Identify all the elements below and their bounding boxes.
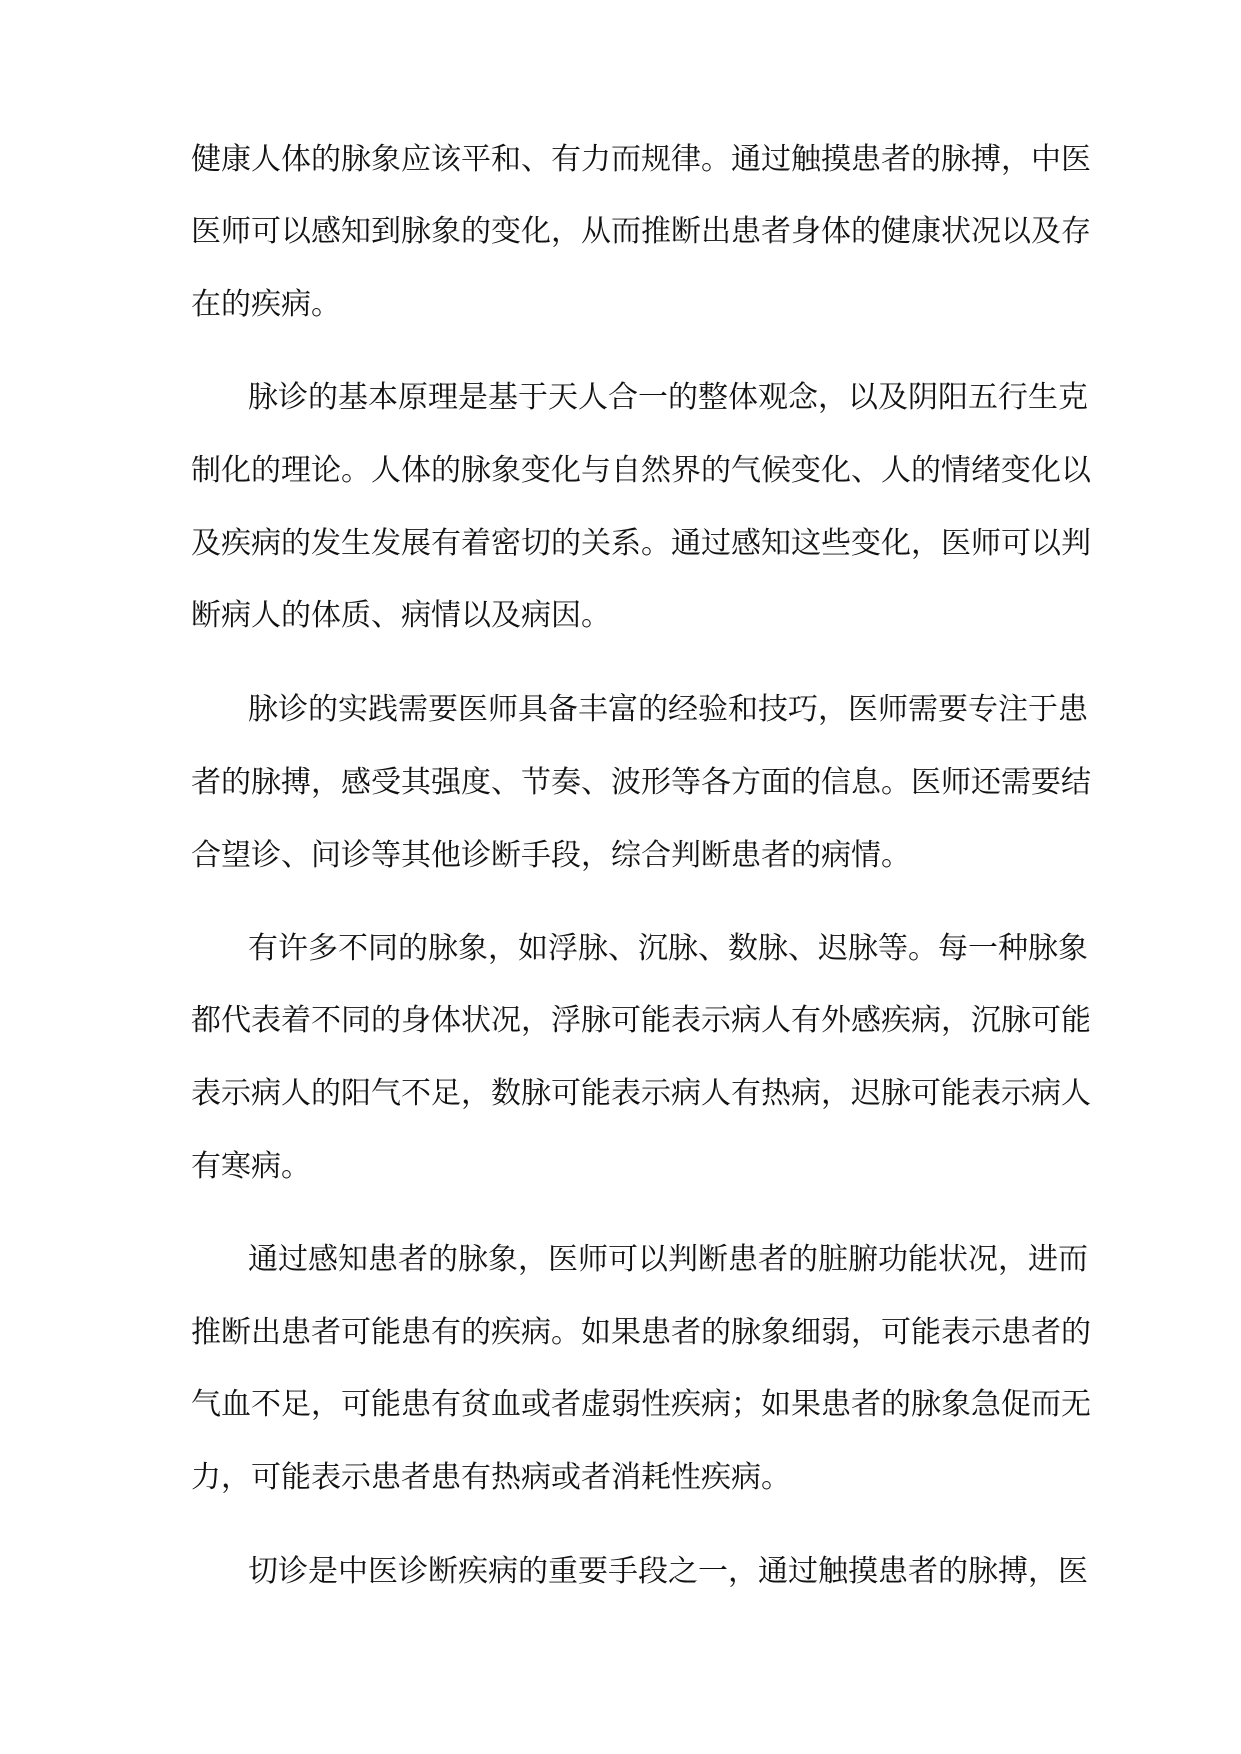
paragraph-2-line-4: 断病人的体质、病情以及病因。 <box>191 598 611 633</box>
paragraph-4-line-1: 有许多不同的脉象，如浮脉、沉脉、数脉、迟脉等。每一种脉象 <box>248 931 1088 966</box>
paragraph-4-line-2: 都代表着不同的身体状况，浮脉可能表示病人有外感疾病，沉脉可能 <box>191 1003 1091 1038</box>
paragraph-3-line-2: 者的脉搏，感受其强度、节奏、波形等各方面的信息。医师还需要结 <box>191 765 1091 800</box>
paragraph-2-line-3: 及疾病的发生发展有着密切的关系。通过感知这些变化，医师可以判 <box>191 526 1091 561</box>
paragraph-5-line-2: 推断出患者可能患有的疾病。如果患者的脉象细弱，可能表示患者的 <box>191 1315 1091 1350</box>
paragraph-1-line-3: 在的疾病。 <box>191 287 341 322</box>
paragraph-2-line-1: 脉诊的基本原理是基于天人合一的整体观念，以及阴阳五行生克 <box>248 380 1088 415</box>
paragraph-3-line-3: 合望诊、问诊等其他诊断手段，综合判断患者的病情。 <box>191 838 911 873</box>
paragraph-4-line-3: 表示病人的阳气不足，数脉可能表示病人有热病，迟脉可能表示病人 <box>191 1076 1091 1111</box>
paragraph-5-line-3: 气血不足，可能患有贫血或者虚弱性疾病；如果患者的脉象急促而无 <box>191 1387 1091 1422</box>
paragraph-1-line-2: 医师可以感知到脉象的变化，从而推断出患者身体的健康状况以及存 <box>191 214 1091 249</box>
paragraph-3-line-1: 脉诊的实践需要医师具备丰富的经验和技巧，医师需要专注于患 <box>248 692 1088 727</box>
paragraph-5-line-1: 通过感知患者的脉象，医师可以判断患者的脏腑功能状况，进而 <box>248 1242 1088 1277</box>
paragraph-5-line-4: 力，可能表示患者患有热病或者消耗性疾病。 <box>191 1460 791 1495</box>
paragraph-4-line-4: 有寒病。 <box>191 1149 311 1184</box>
paragraph-2-line-2: 制化的理论。人体的脉象变化与自然界的气候变化、人的情绪变化以 <box>191 453 1091 488</box>
paragraph-1-line-1: 健康人体的脉象应该平和、有力而规律。通过触摸患者的脉搏，中医 <box>191 142 1091 177</box>
paragraph-6-line-1: 切诊是中医诊断疾病的重要手段之一，通过触摸患者的脉搏，医 <box>248 1554 1088 1589</box>
